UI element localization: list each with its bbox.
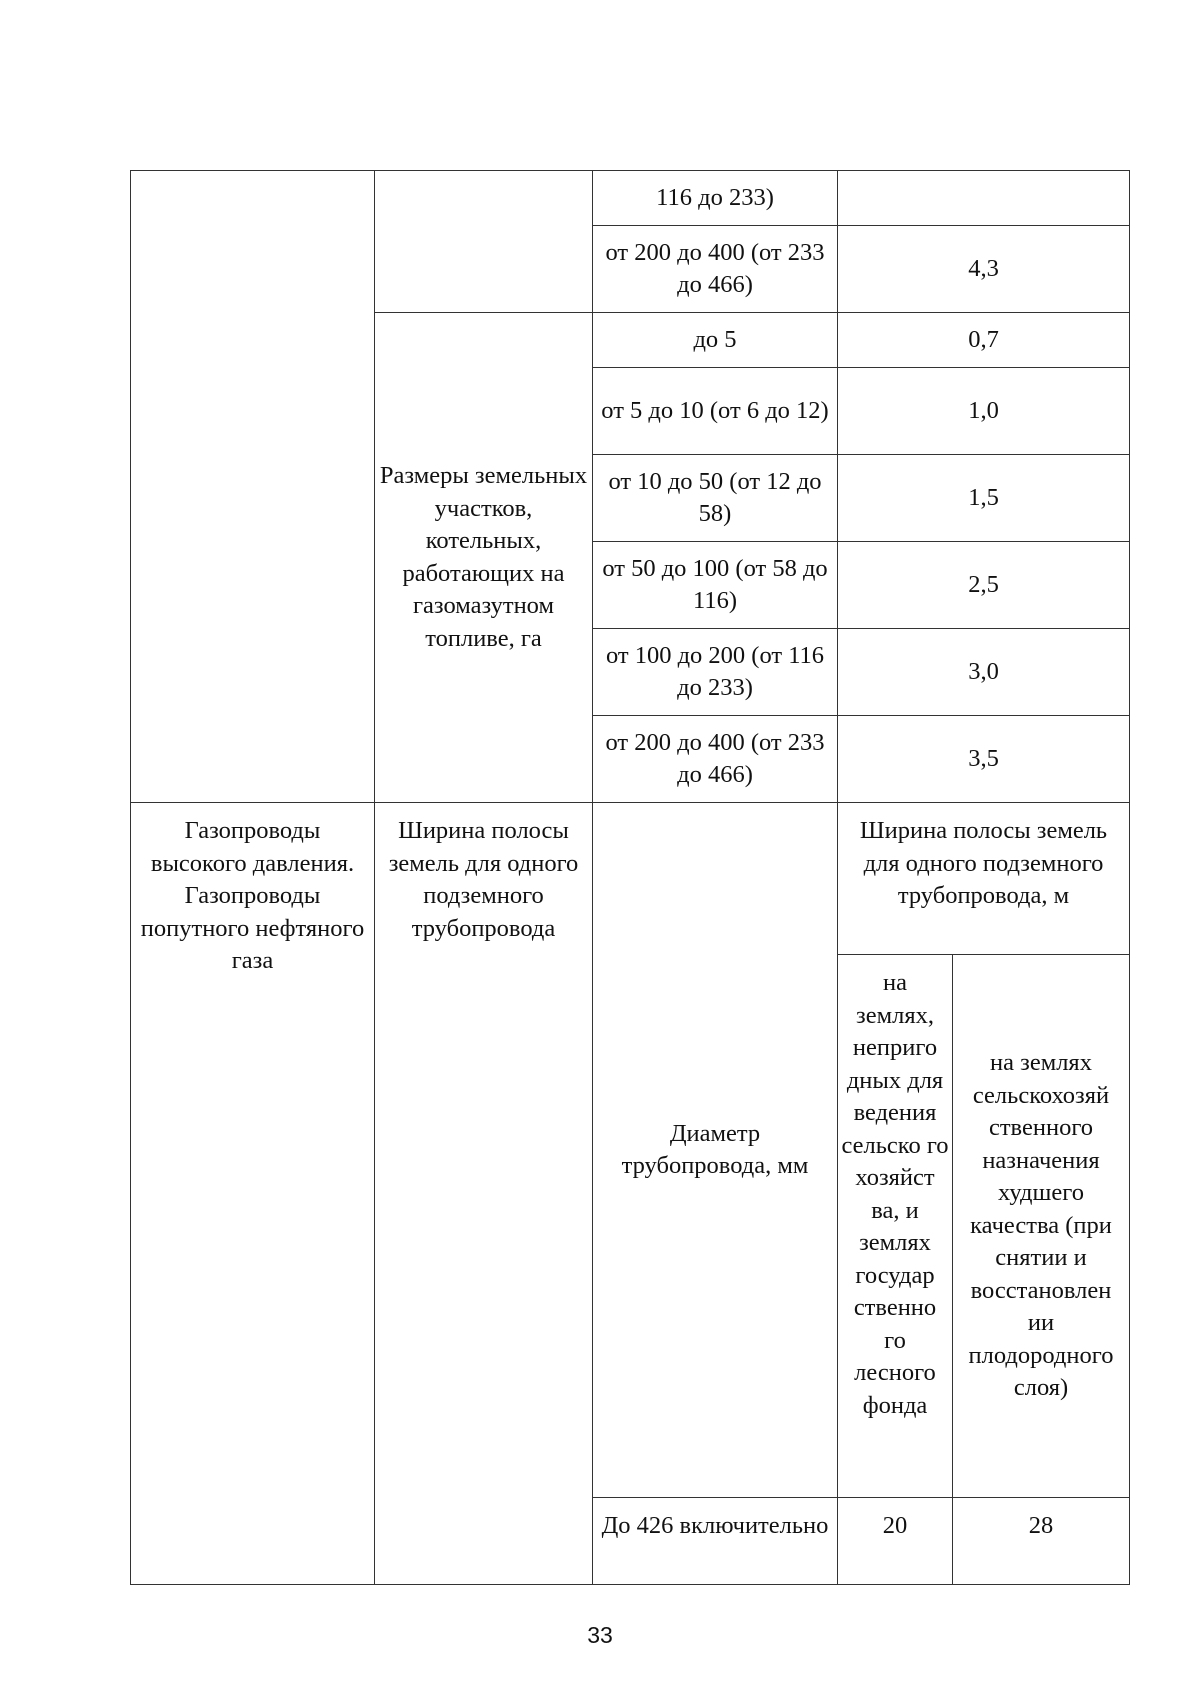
- diameter-cell: от 5 до 10 (от 6 до 12): [593, 368, 838, 455]
- diameter-cell: до 5: [593, 313, 838, 368]
- gas-pipeline-object-cell: Газопроводы высокого давления. Газопроводы попутного нефтяного газа: [131, 803, 375, 1585]
- page-number: 33: [587, 1622, 613, 1648]
- agricultural-lands-header-cell: на землях сельскохозяй ственного назначения худшего качества (при снятии и восстановлен ии плодородного слоя): [953, 955, 1130, 1498]
- unfit-lands-header-cell: на землях, неприго дных для ведения сельско го хозяйст ва, и землях государ ственно го лесного фонда: [838, 955, 953, 1498]
- value-cell: 3,5: [838, 716, 1130, 803]
- diameter-cell: от 200 до 400 (от 233 до 466): [593, 716, 838, 803]
- empty-object-cell: [131, 171, 375, 803]
- value-cell: 1,0: [838, 368, 1130, 455]
- land-allocation-table: [130, 170, 1130, 1585]
- diameter-cell: от 100 до 200 (от 116 до 233): [593, 629, 838, 716]
- value-cell: 3,0: [838, 629, 1130, 716]
- value-cell: 0,7: [838, 313, 1130, 368]
- diameter-cell: от 10 до 50 (от 12 до 58): [593, 455, 838, 542]
- strip-width-header-cell: Ширина полосы земель для одного подземного трубопровода, м: [838, 803, 1130, 955]
- agricultural-lands-value-cell: 28: [953, 1498, 1130, 1585]
- empty-parameter-cell: [375, 171, 593, 313]
- unfit-lands-value-cell: 20: [838, 1498, 953, 1585]
- value-cell: 1,5: [838, 455, 1130, 542]
- diameter-cell: 116 до 233): [593, 171, 838, 226]
- value-cell: 2,5: [838, 542, 1130, 629]
- diameter-cell: от 50 до 100 (от 58 до 116): [593, 542, 838, 629]
- diameter-cell: До 426 включительно: [593, 1498, 838, 1585]
- value-cell: [838, 171, 1130, 226]
- strip-width-parameter-cell: Ширина полосы земель для одного подземного трубопровода: [375, 803, 593, 1585]
- boiler-land-size-label: Размеры земельных участков, котельных, работающих на газомазутном топливе, га: [375, 313, 593, 803]
- value-cell: 4,3: [838, 226, 1130, 313]
- diameter-cell: от 200 до 400 (от 233 до 466): [593, 226, 838, 313]
- diameter-header-cell: Диаметр трубопровода, мм: [593, 803, 838, 1498]
